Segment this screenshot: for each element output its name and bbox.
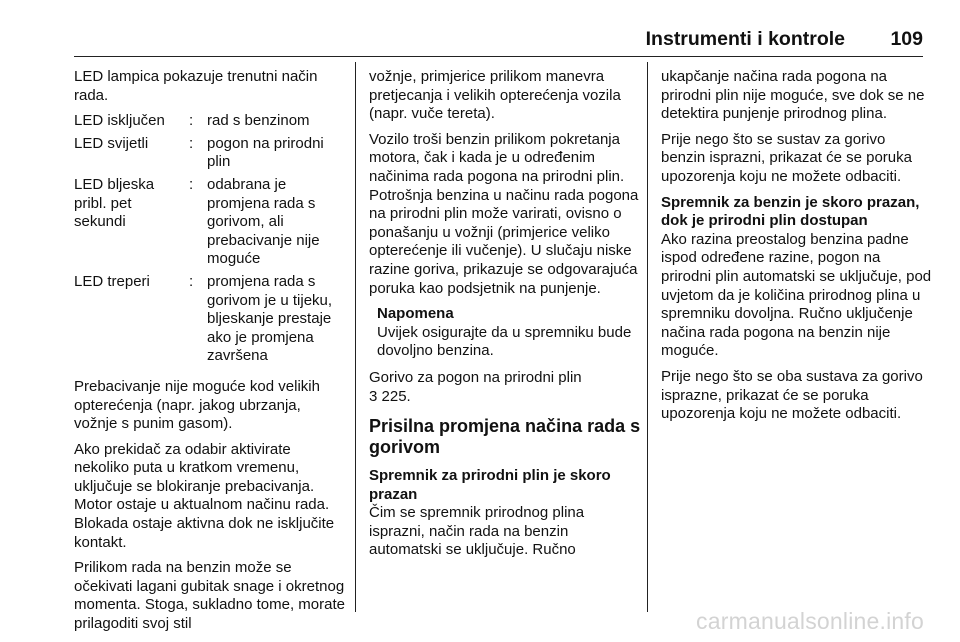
note-text: Uvijek osigurajte da u spremniku bude dovoljno benzina. [377, 323, 632, 360]
column-2 [369, 68, 641, 567]
page-number: 109 [890, 28, 923, 50]
led-term: LED treperi [74, 272, 150, 290]
led-colon: : [189, 272, 194, 290]
header-rule [74, 56, 923, 57]
subsection-heading: Spremnik za prirodni plin je skoro prazan [369, 467, 611, 503]
led-status-table [74, 112, 346, 366]
column-3 [661, 68, 933, 431]
page-header [0, 22, 960, 62]
paragraph [369, 369, 641, 406]
paragraph: Vozilo troši benzin prilikom pokretanja motora, čak i kada je u određenim načinima rada pogona na prirodni plin. Potrošnja benzina u načinu rada pogona na prirodni plin može varirati, ovisno o ponašanju u vožnji (primjerice veliko opterećenje ili vučenje). U slučaju niske razine goriva, prikazuje se odgovarajuća poruka kao podsjetnik na punjenje. [369, 130, 639, 297]
paragraph: Ako prekidač za odabir aktivirate nekoliko puta u kratkom vremenu, uključuje se blokiranje prebacivanja. Motor ostaje u aktualnom načinu rada. Blokada ostaje aktivna dok ne isključite kontakt. [74, 440, 335, 551]
led-term: LED bljeska pribl. pet sekundi [74, 175, 155, 231]
led-table-row [74, 273, 346, 366]
paragraph: Prilikom rada na benzin može se očekivati lagani gubitak snage i okretnog momenta. Stoga, sukladno tome, morate prilagoditi svoj stil [74, 559, 345, 633]
section-heading: Prisilna promjena načina rada s gorivom [369, 416, 641, 458]
column-1 [74, 68, 346, 641]
note-title: Napomena [377, 305, 454, 323]
paragraph: Čim se spremnik prirodnog plina isprazni, način rada na benzin automatski se uključuje. Ručno [369, 504, 585, 559]
paragraph: ukapčanje načina rada pogona na prirodni plin nije moguće, sve dok se ne detektira punjenje prirodnog plina. [661, 68, 925, 123]
column-divider-1 [355, 62, 356, 612]
intro-paragraph: LED lampica pokazuje trenutni način rada. [74, 68, 318, 104]
subsection-heading: Spremnik za benzin je skoro prazan, dok je prirodni plin dostupan [661, 193, 920, 230]
paragraph: vožnje, primjerice prilikom manevra pretjecanja i velikih opterećenja vozila (napr. vuče tereta). [369, 68, 621, 123]
column-divider-2 [647, 62, 648, 612]
led-colon: : [189, 134, 194, 152]
led-definition: promjena rada s gorivom je u tijeku, bljeskanje prestaje ako je promjena završena [207, 272, 333, 365]
led-term: LED isključen [74, 112, 165, 130]
led-term: LED svijetli [74, 134, 149, 152]
page-ref-icon: 3 [369, 387, 378, 405]
note-box [369, 305, 641, 361]
led-definition: rad s benzinom [207, 112, 310, 130]
led-table-row [74, 112, 346, 131]
led-definition: pogon na prirodni plin [207, 134, 324, 171]
paragraph-text: Gorivo za pogon na prirodni plin [369, 368, 582, 386]
paragraph: Prije nego što se sustav za gorivo benzin isprazni, prikazat će se poruka upozorenja koju ne možete odbaciti. [661, 130, 912, 185]
page-ref-link[interactable]: 225. [381, 387, 411, 405]
led-table-row [74, 135, 346, 172]
led-colon: : [189, 112, 194, 130]
led-colon: : [189, 175, 194, 193]
header-title: Instrumenti i kontrole [645, 28, 845, 50]
led-definition: odabrana je promjena rada s gorivom, ali prebacivanje nije moguće [207, 175, 320, 268]
paragraph: Prije nego što se oba sustava za gorivo isprazne, prikazat će se poruka upozorenja koju ne možete odbaciti. [661, 367, 923, 423]
paragraph: Ako razina preostalog benzina padne ispod određene razine, pogon na prirodni plin automatski se uključuje, pod uvjetom da je količina prirodnog plina u spremniku dovoljna. Ručno uključenje načina rada pogona na benzin nije moguće. [661, 230, 932, 360]
paragraph: Prebacivanje nije moguće kod velikih opterećenja (napr. jakog ubrzanja, vožnje s punim gasom). [74, 377, 320, 433]
watermark: carmanualsonline.info [696, 608, 924, 634]
led-table-row [74, 176, 346, 269]
